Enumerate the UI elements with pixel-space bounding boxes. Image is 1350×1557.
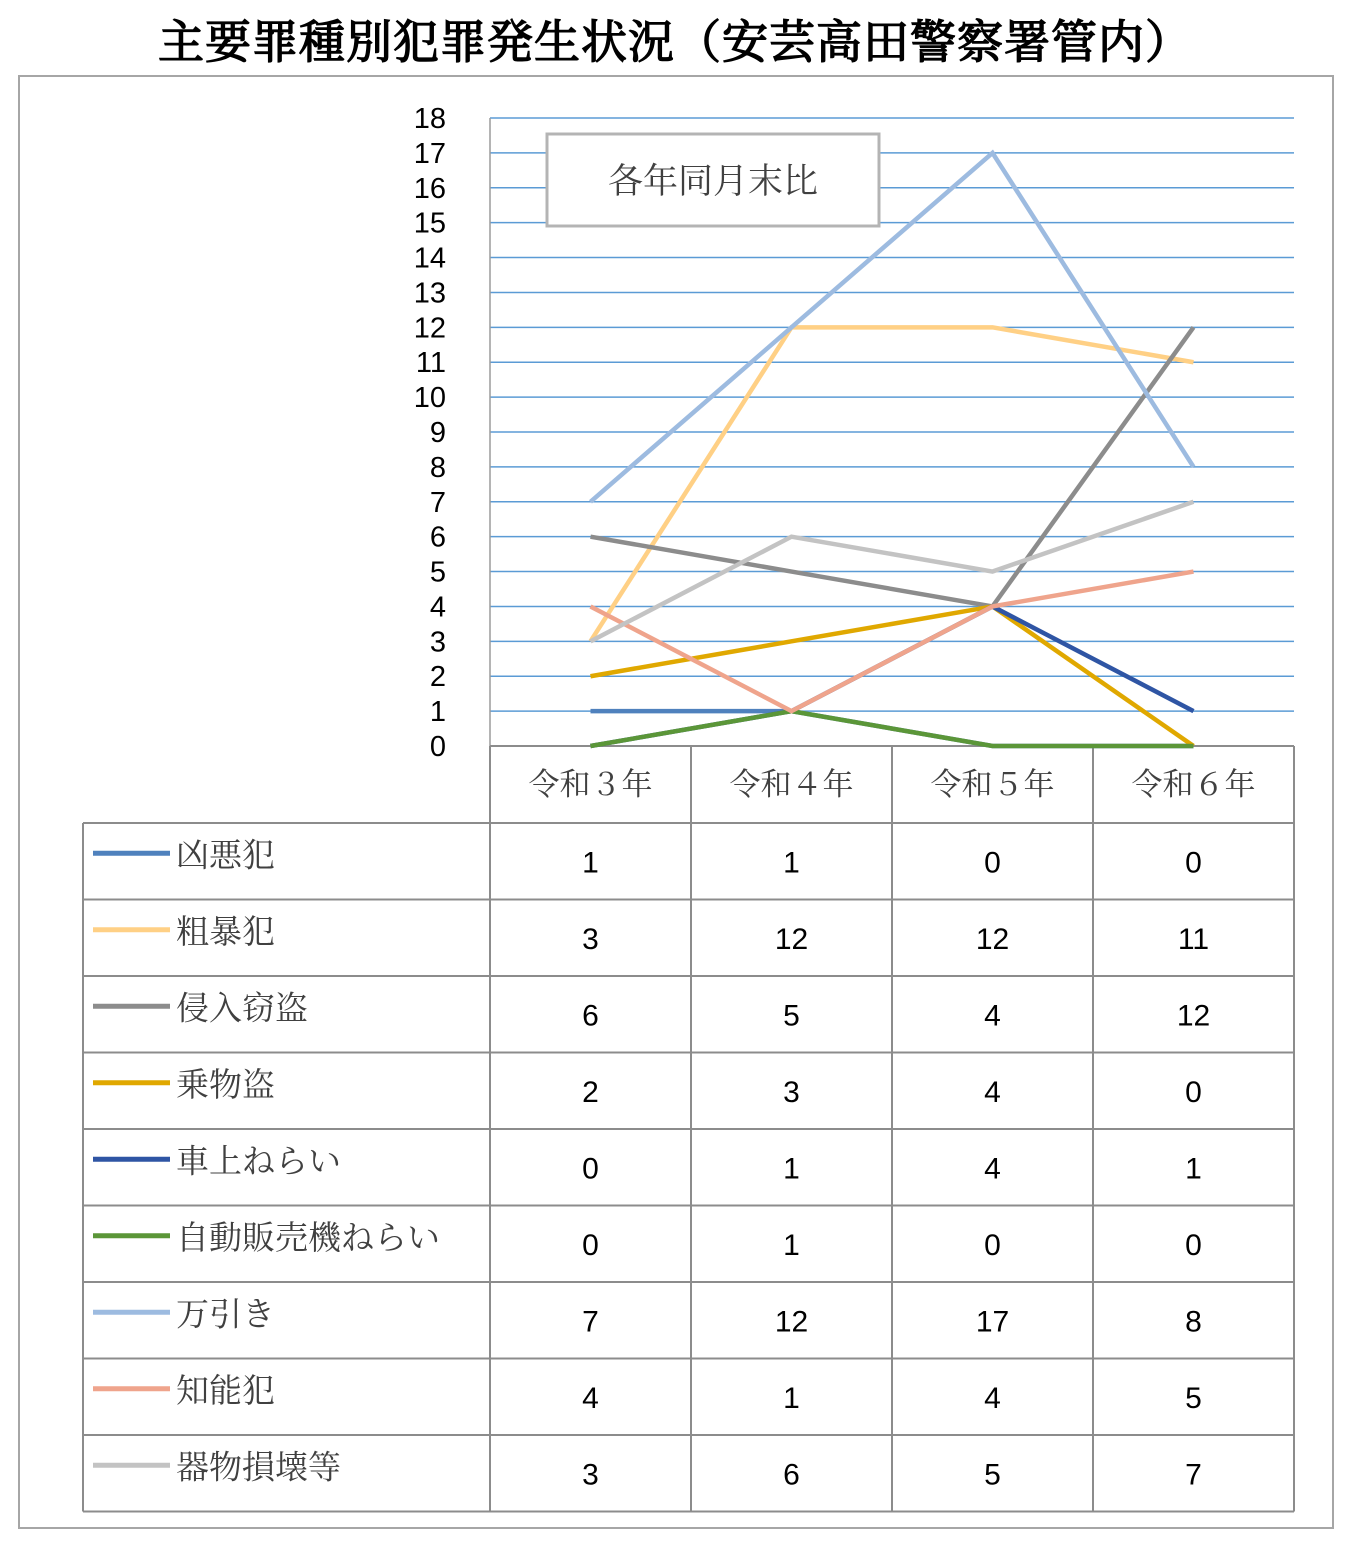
table-cell-value: 5 <box>984 1458 1001 1492</box>
series-name: 車上ねらい <box>176 1141 341 1181</box>
y-tick-label: 9 <box>429 417 446 449</box>
y-tick-label: 11 <box>415 347 446 380</box>
table-cell-value: 1 <box>582 846 599 880</box>
table-values <box>582 846 1210 1491</box>
series-name: 自動販売機ねらい <box>176 1217 440 1257</box>
table-cell-value: 4 <box>582 1381 599 1415</box>
y-tick-label: 3 <box>429 626 446 659</box>
table-cell-value: 12 <box>1176 999 1211 1033</box>
y-tick-label: 8 <box>429 451 446 484</box>
table-cell-value: 5 <box>783 999 800 1033</box>
x-category-label: 令和６年 <box>1131 767 1256 803</box>
series-name: 粗暴犯 <box>176 911 275 951</box>
x-category-label: 令和４年 <box>729 767 854 803</box>
table-cell-value: 4 <box>984 1075 1001 1109</box>
series-line <box>591 711 1194 746</box>
table-cell-value: 17 <box>975 1305 1010 1339</box>
y-tick-label: 1 <box>429 696 446 729</box>
table-cell-value: 7 <box>582 1305 599 1339</box>
y-tick-label: 5 <box>429 556 446 589</box>
series-lines <box>591 153 1194 746</box>
y-tick-label: 16 <box>413 172 446 205</box>
table-cell-value: 12 <box>774 922 809 956</box>
y-tick-label: 13 <box>413 277 446 310</box>
legend-rows <box>93 835 440 1486</box>
series-name: 侵入窃盗 <box>176 988 308 1028</box>
y-tick-label: 15 <box>413 207 446 240</box>
table-cell-value: 2 <box>582 1075 599 1109</box>
table-cell-value: 0 <box>1185 846 1202 880</box>
series-name: 器物損壊等 <box>176 1447 341 1487</box>
table-cell-value: 1 <box>783 1228 800 1262</box>
y-tick-label: 17 <box>413 137 446 170</box>
table-cell-value: 0 <box>582 1152 599 1186</box>
table-cell-value: 3 <box>582 1458 599 1492</box>
x-category-label: 令和５年 <box>930 767 1055 803</box>
y-tick-label: 14 <box>413 242 446 275</box>
y-tick-label: 4 <box>429 591 446 624</box>
table-cell-value: 1 <box>783 846 800 880</box>
y-axis-ticks <box>414 103 446 763</box>
table-cell-value: 0 <box>1185 1075 1202 1109</box>
series-name: 万引き <box>176 1294 275 1334</box>
table-cell-value: 1 <box>783 1381 800 1415</box>
table-cell-value: 1 <box>783 1152 800 1186</box>
table-cell-value: 0 <box>1185 1228 1202 1262</box>
table-cell-value: 4 <box>984 1152 1001 1186</box>
table-cell-value: 12 <box>975 922 1010 956</box>
series-name: 乗物盗 <box>176 1064 275 1104</box>
x-category-label: 令和３年 <box>528 767 653 803</box>
table-cell-value: 8 <box>1185 1305 1202 1339</box>
y-tick-label: 12 <box>413 312 446 345</box>
table-cell-value: 0 <box>984 1228 1001 1262</box>
table-cell-value: 11 <box>1177 922 1210 956</box>
y-tick-label: 2 <box>429 661 446 694</box>
table-cell-value: 3 <box>582 922 599 956</box>
annotation-box <box>547 134 879 226</box>
series-name: 知能犯 <box>176 1370 275 1410</box>
series-name: 凶悪犯 <box>176 835 275 875</box>
table-cell-value: 0 <box>582 1228 599 1262</box>
annotation-text: 各年同月末比 <box>607 162 819 202</box>
table-cell-value: 12 <box>774 1305 809 1339</box>
table-cell-value: 6 <box>582 999 599 1033</box>
y-tick-label: 0 <box>429 731 446 763</box>
table-cell-value: 4 <box>984 1381 1001 1415</box>
table-cell-value: 1 <box>1185 1152 1202 1186</box>
table-cell-value: 3 <box>783 1075 800 1109</box>
table-cell-value: 6 <box>783 1458 800 1492</box>
table-cell-value: 7 <box>1185 1458 1202 1492</box>
y-tick-label: 7 <box>429 486 446 519</box>
table-cell-value: 5 <box>1185 1381 1202 1415</box>
chart-title: 主要罪種別犯罪発生状況（安芸高田警察署管内） <box>158 15 1192 69</box>
table-cell-value: 0 <box>984 846 1001 880</box>
y-tick-label: 6 <box>429 521 446 554</box>
table-cell-value: 4 <box>984 999 1001 1033</box>
y-tick-label: 10 <box>413 382 446 415</box>
y-tick-label: 18 <box>413 103 446 135</box>
